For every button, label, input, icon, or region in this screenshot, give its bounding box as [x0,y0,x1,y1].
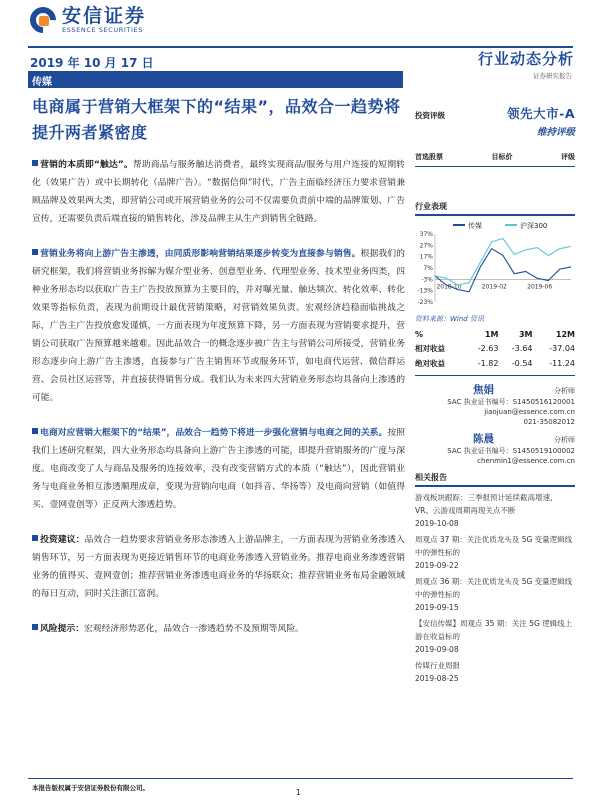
related-report-date: 2019-10-08 [415,519,459,528]
footer-disclaimer: 本报告版权属于安信证券股份有限公司。 [32,784,149,792]
y-tick-label: 37% [419,231,433,238]
legend-label-hs300: 沪深300 [520,222,548,230]
x-tick-group [436,283,552,290]
report-type: 行业动态分析 [477,50,574,68]
paragraph-lead: 投资建议： [40,535,85,545]
bullet-square-icon [32,249,38,255]
table-cell: -1.82 [477,359,499,368]
paragraph-body: 宏观经济形势恶化，品效合一渗透趋势不及预期等风险。 [84,624,304,634]
analyst-sac: SAC 执业证书编号：S1450519100002 [447,447,575,455]
analyst-phone: 021-35082012 [523,418,575,426]
table-cell: -11.24 [549,359,575,368]
y-tick-label: -13% [417,287,433,295]
analyst-block [415,431,575,466]
row-label: 绝对收益 [415,359,445,368]
table-header-row [415,328,575,341]
related-reports [415,472,575,685]
table-header: % [415,330,424,339]
performance-table [415,328,575,371]
table-cell: -3.64 [511,344,533,353]
paragraph [32,620,405,638]
x-tick-label: 2019-02 [481,283,507,291]
report-title: 电商属于营销大框架下的“结果”，品效合一趋势将提升两者紧密度 [32,97,401,142]
related-heading: 相关报告 [415,472,575,487]
brand-name-en: ESSENCE SECURITIES [62,26,143,34]
brand-name-cn: 安信证券 [62,5,147,27]
legend-label-media: 传媒 [468,222,482,230]
stock-pick-header [415,152,575,167]
table-row [415,341,575,356]
analyst-email[interactable]: chenmin1@essence.com.cn [477,457,575,465]
y-tick-label: -3% [421,276,433,284]
paragraph-body: 帮助商品与服务触达消费者，最终实现商品/服务与用户连接的短期转化（效果广告）或中长期转化（品牌广告）。“数据信仰”时代，广告主面临经济压力要求营销兼顾品牌及效果两大类，即营销公司或开展营销业务的公司不仅需要负责前中端的品牌策划、广告宣传，还需要负责后端直接的销售转化，涉及品牌主从生产到销售全链路。 [32,160,405,224]
related-report-title[interactable]: 游戏板块跟踪：三季报预计延续截高增速，VR、云游戏周期再现关点不断 [415,493,558,515]
logo-mark-icon [30,7,56,33]
related-report-date: 2019-09-08 [415,645,459,654]
y-tick-label: 7% [423,265,433,272]
report-subtype: 证券研究报告 [533,72,572,80]
rating-label: 投资评级 [415,111,445,120]
table-cell: -2.63 [477,344,499,353]
analyst-sac: SAC 执业证书编号：S1450516120001 [447,398,575,406]
performance-chart [415,220,575,312]
stock-col: 评级 [561,153,575,161]
report-date: 2019 年 10 月 17 日 [30,56,154,70]
footer-rule [28,778,573,779]
table-header: 3M [518,330,533,339]
related-report-title[interactable]: 周观点 37 期：关注优质龙头及 5G 变量逻辑线中的弹性标的 [415,535,573,557]
stock-col: 目标价 [491,153,513,161]
bullet-square-icon [32,428,38,434]
main-content [32,156,405,647]
table-cell: -37.04 [549,344,575,353]
analyst-role: 分析师 [554,387,575,395]
paragraph-body: 根据我们的研究框架，我们将营销业务拆解为媒介型业务、创意型业务、代理型业务、技术型业务四类，四种业务形态均以获取广告主广告投放预算为主要目的，并对曝光量、触达频次、转化效率、转化效果等指标负责，表现为前期设计最优营销策略，对营销效果负责。宏观经济趋稳面临挑战之际，广告主广告投放愈发谨慎，一方面表现为年度预算下降，另一方面表现为营销要求提升，营销公司获取广告预算越来越难。因此品效合一的概念逐步被广告主与营销公司所接受，营销业务形态逐步向上游广告主渗透，直接参与广告主销售环节或服务环节，如电商代运营、微信群运营、会员社区运营等，并直接获得销售分成。我们认为未来四大营销业务形态均具备向上渗透的可能。 [32,249,405,403]
paragraph-body: 品效合一趋势要求营销业务形态渗透入上游品牌主，一方面表现为营销业务渗透入销售环节，另一方面表现为更接近销售环节的电商业务渗透入营销业务。推荐电商业务渗透营销业务的值得买、壹网壹创；推荐营销业务渗透电商业务的华扬联众；推荐营销业务布局金融领域的每日互动，同时关注浙江富润。 [32,535,405,599]
related-report-date: 2019-09-15 [415,603,459,612]
y-tick-label: 17% [419,253,433,261]
sector-bar [28,71,403,88]
paragraph-lead: 营销的本质即“触达”。 [40,160,133,170]
bullet-square-icon [32,535,38,541]
related-report-date: 2019-09-22 [415,561,459,570]
table-header: 1M [484,330,499,339]
y-tick-label: 27% [419,242,433,250]
analyst-role: 分析师 [554,436,575,444]
related-report-title[interactable]: 【安信传媒】周观点 35 期：关注 5G 逻辑线上游在收益标的 [415,619,573,641]
table-row [415,356,575,371]
market-heading: 行业表现 [415,201,575,216]
paragraph-lead: 电商对应营销大框架下的“结果”，品效合一趋势下将进一步强化营销与电商之间的关系。 [40,428,388,438]
rating-action: 维持评级 [536,127,575,138]
paragraph [32,424,405,514]
x-tick-label: 2018-10 [436,283,462,291]
performance-chart-svg [415,220,575,312]
stock-col: 首选股票 [415,153,443,161]
paragraph [32,531,405,603]
paragraph-lead: 风险提示： [40,624,84,634]
paragraph-lead: 营销业务将向上游广告主渗透，由同质形影响营销结果逐步转变为直接参与销售。 [40,249,361,259]
analyst-email[interactable]: jiaojuan@essence.com.cn [484,408,575,416]
x-tick-label: 2019-06 [527,283,553,291]
bullet-square-icon [32,624,38,630]
bullet-square-icon [32,160,38,166]
paragraph-body: 按照我们上述研究框架，四大业务形态均具备向上游广告主渗透的可能，即提升营销服务的广度与深度。电商改变了人与商品及服务的连接效率，没有改变营销方式的本质（“触达”），因此营销业务与电商业务相互渗透顺理成章，变现为营销向电商（如抖音、华扬等）及电商向营销（如值得买、壹网壹创等）正反两大渗透趋势。 [32,428,405,510]
brand-logo [30,6,146,34]
row-label: 相对收益 [415,344,445,353]
related-report-title[interactable]: 传媒行业周报 [415,661,460,670]
related-report-date: 2019-08-25 [415,674,459,683]
performance-table-wrap [415,328,575,376]
sidebar [415,104,575,688]
analyst-block [415,382,575,427]
table-header: 12M [555,330,575,339]
rating-line [415,104,575,122]
sector-label: 传媒 [32,77,52,88]
y-tick-group [417,231,433,306]
paragraph [32,156,405,228]
page-number: 1 [296,788,301,797]
related-report-title[interactable]: 周观点 36 期：关注优质龙头及 5G 变量逻辑线中的弹性标的 [415,577,573,599]
rating-value: 领先大市-A [507,106,575,121]
y-tick-label: -23% [417,299,433,306]
paragraph [32,245,405,407]
analyst-name: 陈晨 [473,433,494,445]
table-cell: -0.54 [511,359,533,368]
analyst-name: 焦娟 [473,384,494,396]
chart-source: 资料来源：Wind 资讯 [415,315,484,323]
